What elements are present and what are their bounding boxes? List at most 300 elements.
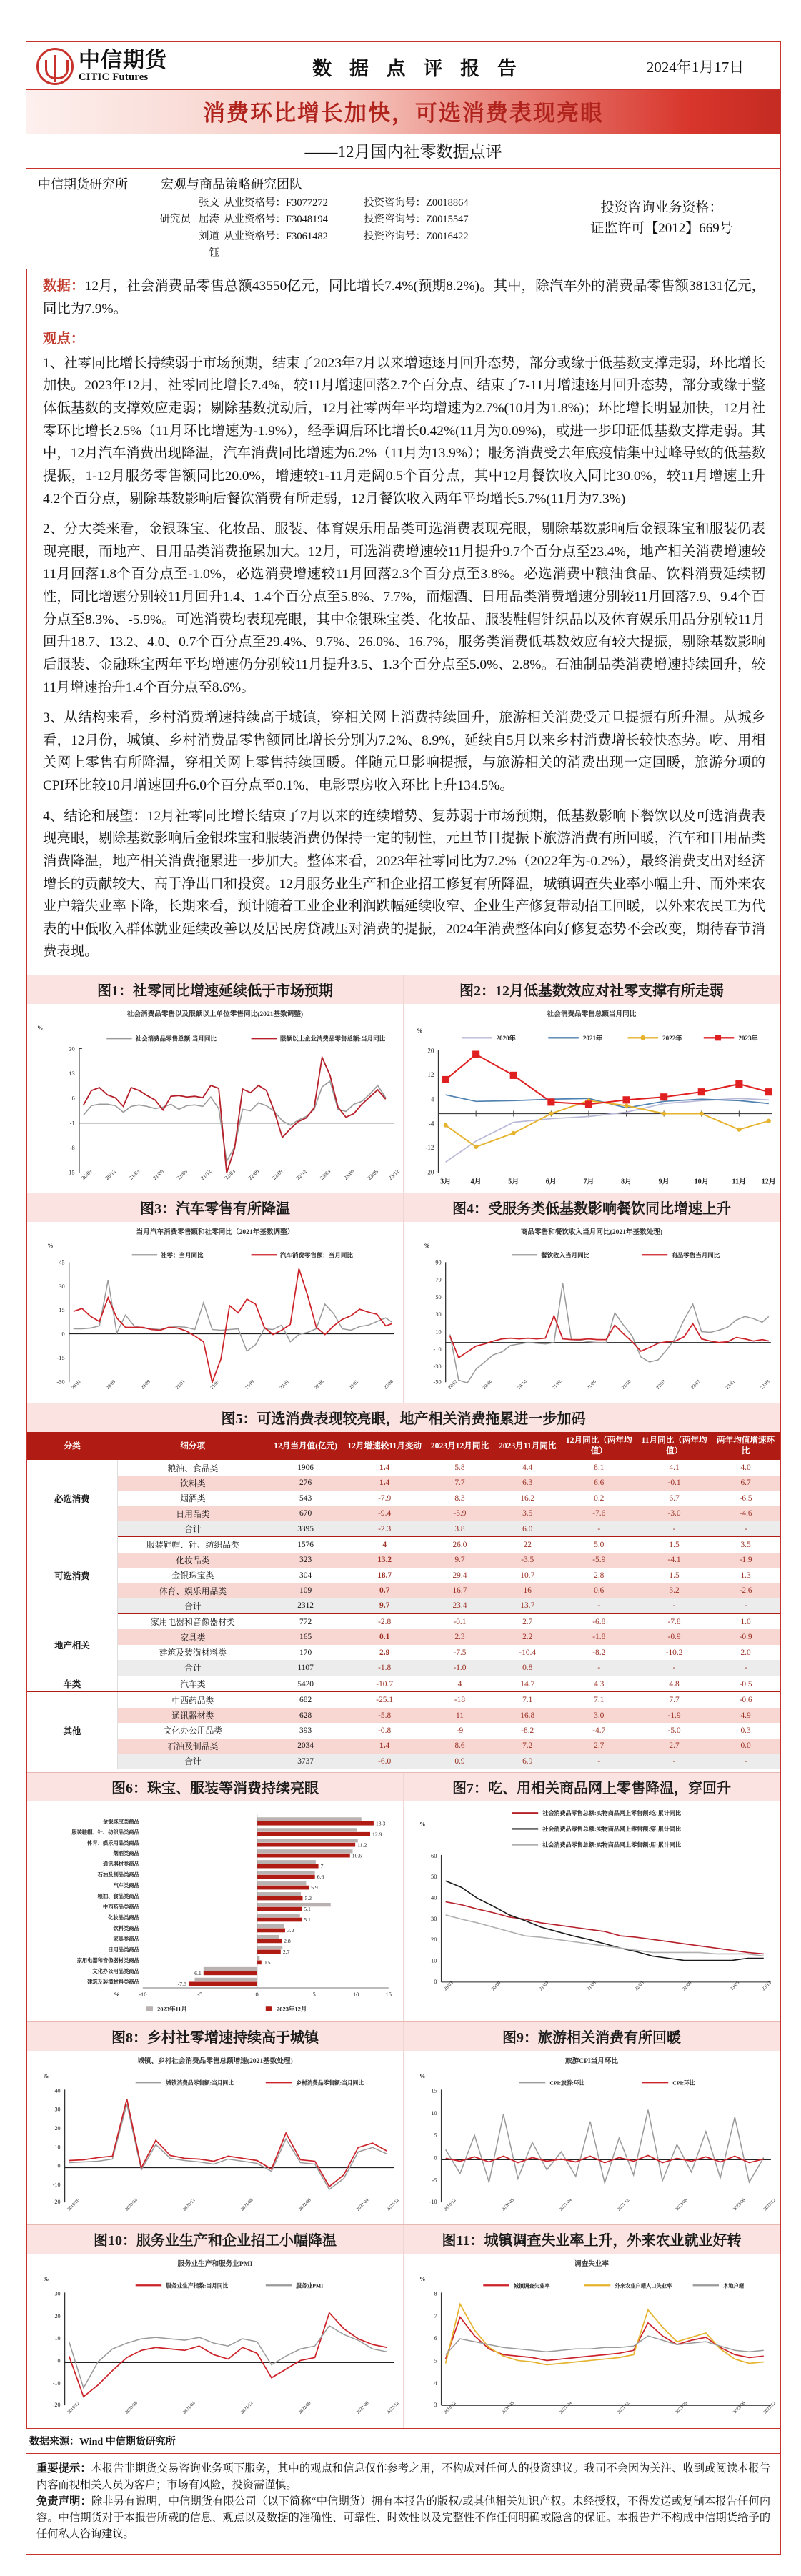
svg-text:-5: -5 <box>432 2177 437 2184</box>
svg-text:2019/12: 2019/12 <box>443 2197 457 2212</box>
figure-7-chart <box>404 1801 780 2018</box>
table-cell: 16.2 <box>520 1493 535 1503</box>
important-notice-text: 本报告非期货交易咨询业务项下服务，其中的观点和信息仅作参考之用，不构成对任何人的投资建议。我司不会因为关注、收到或阅读本报告内容而视相关人员为客户；市场有风险，投资需谨慎。 <box>36 2462 771 2491</box>
svg-text:6: 6 <box>434 2335 437 2342</box>
table-cell: 2.2 <box>494 1629 562 1644</box>
table-cell: -5.9 <box>426 1506 494 1521</box>
table-cell: 304 <box>299 1571 312 1580</box>
table-cell: 276 <box>268 1476 343 1491</box>
figure-1-svg <box>27 1020 403 1190</box>
table-cell: 3.5 <box>740 1540 751 1549</box>
table-cell: 4 <box>426 1676 494 1692</box>
bar-prev-month <box>257 1914 300 1917</box>
bar-value-label: 6.6 <box>317 1874 324 1881</box>
table-cell: 2.0 <box>740 1648 751 1657</box>
figure-3 <box>27 1193 403 1403</box>
table-category-cell: 可选消费 <box>27 1537 117 1614</box>
svg-text:30: 30 <box>431 1915 437 1923</box>
table-cell: 家用电器和音像器材类 <box>150 1617 235 1628</box>
figure-9-subtitle: 旅游CPI当月环比 <box>564 2057 619 2065</box>
svg-text:2022/09: 2022/09 <box>297 2400 312 2415</box>
bar-value-label: -7.8 <box>177 1981 186 1988</box>
svg-text:2020/08: 2020/08 <box>124 2400 139 2415</box>
table-cell: 18.7 <box>377 1571 392 1580</box>
svg-text:2022年: 2022年 <box>662 1034 682 1042</box>
table-row <box>27 1583 780 1598</box>
svg-text:-10: -10 <box>433 1346 442 1353</box>
table-cell: 0.9 <box>426 1754 494 1769</box>
svg-text:社零：当月同比: 社零：当月同比 <box>161 1251 204 1259</box>
bar-category-label: 家具类商品 <box>113 1936 139 1943</box>
figure-row-1 <box>27 975 780 1193</box>
svg-text:2021年: 2021年 <box>582 1034 603 1042</box>
svg-text:%: % <box>419 2072 426 2079</box>
table-cell: 1.4 <box>343 1476 426 1491</box>
svg-text:-50: -50 <box>433 1378 442 1386</box>
figure-10-chart <box>27 2269 403 2425</box>
table-row <box>27 1676 780 1692</box>
table-cell: 2034 <box>268 1739 343 1754</box>
author-row <box>38 195 554 212</box>
bar-current-month <box>257 1929 285 1933</box>
svg-text:限额以上企业消费品零售总额:当月同比: 限额以上企业消费品零售总额:当月同比 <box>280 1035 386 1043</box>
svg-text:本地户籍: 本地户籍 <box>723 2283 745 2289</box>
svg-text:餐饮收入当月同比: 餐饮收入当月同比 <box>541 1251 590 1259</box>
institute-name: 中信期货研究所 <box>38 177 128 192</box>
table-cell: 323 <box>268 1553 343 1568</box>
table-cell: 石油及制品类 <box>117 1739 268 1754</box>
svg-text:10: 10 <box>431 2109 437 2117</box>
svg-text:-4: -4 <box>428 1120 434 1128</box>
table-cell: 16 <box>494 1583 562 1598</box>
figure-2-subtitle: 社会消费品零售总额当月同比 <box>547 1010 637 1019</box>
table-cell: - <box>712 1660 780 1676</box>
bar-current-month <box>257 1875 315 1879</box>
table-cell: 4.0 <box>740 1463 751 1473</box>
svg-text:-8: -8 <box>69 1144 75 1152</box>
table-cell: 3.5 <box>494 1506 562 1521</box>
svg-text:10: 10 <box>54 2144 61 2151</box>
legal-disclaimer-label: 免责声明： <box>36 2495 91 2507</box>
svg-text:5: 5 <box>434 2357 437 2364</box>
bar-value-label: 2.8 <box>284 1938 291 1945</box>
bar-value-label: 11.2 <box>357 1841 367 1849</box>
table-cell: -3.0 <box>637 1506 712 1521</box>
svg-text:22/12: 22/12 <box>294 1168 308 1182</box>
svg-text:45: 45 <box>59 1259 65 1266</box>
bar-category-label: 金银珠宝类商品 <box>102 1819 139 1825</box>
figure-6-title: 图6：珠宝、服装等消费持续亮眼 <box>27 1773 403 1801</box>
table-cell: 4.3 <box>562 1676 637 1692</box>
table-row <box>27 1521 780 1537</box>
svg-text:CPI:环比: CPI:环比 <box>672 2079 695 2087</box>
table-cell: -1.8 <box>562 1629 637 1644</box>
svg-text:10: 10 <box>353 1991 359 1999</box>
bar-value-label: 5.2 <box>304 1895 312 1902</box>
table-cell: 9.7 <box>343 1598 426 1614</box>
svg-text:70: 70 <box>435 1276 442 1283</box>
bar-category-label: 饮料类商品 <box>113 1926 139 1932</box>
table-cell: 合计 <box>117 1598 268 1614</box>
bar-value-label: 7 <box>320 1863 324 1870</box>
figure-10 <box>27 2225 403 2427</box>
table-cell: 4.4 <box>522 1463 533 1473</box>
table-row <box>27 1598 780 1614</box>
table-cell: -4.7 <box>592 1726 606 1735</box>
table-cell: - <box>637 1598 712 1614</box>
figure-11-subtitle: 调查失业率 <box>574 2260 609 2269</box>
table-cell: -9 <box>456 1726 464 1735</box>
svg-text:21/02: 21/02 <box>551 1378 563 1391</box>
title-banner <box>26 90 780 134</box>
svg-text:20: 20 <box>431 1936 437 1944</box>
svg-text:22/06: 22/06 <box>314 1378 325 1391</box>
table-cell: -0.6 <box>739 1696 752 1705</box>
table-cell: -1.8 <box>343 1660 426 1676</box>
author-role <box>142 229 195 262</box>
table-cell: 粮油、食品类 <box>167 1463 219 1473</box>
figure-row-6 <box>27 2225 780 2427</box>
table-cell: 3.2 <box>637 1583 712 1598</box>
author-role: 研究员 <box>159 214 191 226</box>
table-cell: 14.7 <box>494 1676 562 1692</box>
table-cell: - <box>712 1754 780 1769</box>
table-cell: 26.0 <box>452 1540 467 1549</box>
svg-text:10: 10 <box>431 1956 437 1964</box>
svg-text:20: 20 <box>427 1047 434 1055</box>
table-row <box>27 1708 780 1723</box>
disclaimer-block <box>26 2453 781 2555</box>
table-cell: 汽车类 <box>117 1676 268 1692</box>
figure-9-svg <box>404 2067 780 2222</box>
table-cell: -0.1 <box>637 1476 712 1491</box>
table-cell: 2.7 <box>562 1739 637 1754</box>
table-row <box>27 1754 780 1769</box>
svg-text:外来农业户籍人口失业率: 外来农业户籍人口失业率 <box>615 2283 672 2289</box>
svg-text:2023/12: 2023/12 <box>386 2197 400 2212</box>
table-cell: -0.9 <box>637 1629 712 1644</box>
bar-prev-month <box>257 1903 331 1906</box>
report-date: 2024年1月17日 <box>646 59 745 76</box>
table-cell: 4.9 <box>712 1708 780 1723</box>
svg-text:服务业生产指数:当月同比: 服务业生产指数:当月同比 <box>166 2282 229 2289</box>
table-cell: 1.4 <box>343 1739 426 1754</box>
svg-text:社会消费品零售总额:实物商品网上零售额:穿:累计同比: 社会消费品零售总额:实物商品网上零售额:穿:累计同比 <box>542 1826 682 1833</box>
bar-current-month <box>257 1843 355 1847</box>
table-cell: - <box>637 1660 712 1676</box>
table-cell: 建筑及装潢材料类 <box>159 1648 227 1659</box>
table-cell: - <box>637 1754 712 1769</box>
table-cell: -7.6 <box>562 1506 637 1521</box>
table-row <box>27 1692 780 1708</box>
figure-row-2 <box>27 1193 780 1404</box>
bar-current-month <box>257 1961 262 1965</box>
table-cell: -25.1 <box>376 1696 394 1705</box>
figure-11-svg <box>404 2269 780 2425</box>
svg-text:30: 30 <box>54 2106 61 2113</box>
col-category: 分类 <box>27 1432 117 1460</box>
svg-text:6月: 6月 <box>545 1178 557 1186</box>
bar-prev-month <box>257 1946 283 1949</box>
table-cell: 9.7 <box>426 1553 494 1568</box>
table-row <box>27 1660 780 1676</box>
svg-text:汽车消费零售额：当月同比: 汽车消费零售额：当月同比 <box>280 1251 353 1259</box>
table-cell: 服装鞋帽、针、纺织品类 <box>146 1540 239 1551</box>
license-label: 投资咨询业务资格： <box>600 200 723 216</box>
author-row <box>38 229 554 262</box>
brand-logo <box>36 48 215 85</box>
table-cell: 1.3 <box>740 1571 751 1580</box>
figure-3-chart <box>27 1238 403 1401</box>
bar-prev-month <box>257 1924 284 1928</box>
table-cell: - <box>637 1521 712 1537</box>
paragraph-4: 4、结论和展望：12月社零同比增长结束了7月以来的连续增势、复苏弱于市场预期，低基数影响下餐饮以及可选消费表现亮眼，剔除基数影响后金银珠宝和服装消费仍保持一定的韧性，元旦节日提振下旅游消费有所回暖，汽车和日用品类消费降温，地产相关消费拖累进一步加大。整体来看，2023年社零同比为7.2%（2022年为-0.2%），最终消费支出对经济增长的贡献较大、高于净出口和投资。12月服务业生产和企业招工修复有所降温，城镇调查失业率小幅上升、而外来农业户籍失业率下降，长期来看，预计随着工业企业利润跌幅延续收窄、企业生产修复带动招工回暖，以外来农民工为代表的中低收入群体就业延续改善以及居民房贷减压对消费的提振，2024年消费整体向好修复态势不会改变，期待春节消费表现。 <box>43 808 765 960</box>
svg-text:30: 30 <box>54 2290 61 2297</box>
figure-7-svg <box>404 1801 780 2018</box>
table-cell: -10.7 <box>343 1676 426 1692</box>
svg-text:2021/04: 2021/04 <box>181 2400 196 2415</box>
bar-category-label: 粮油、食品类商品 <box>97 1894 139 1900</box>
table-cell: 11 <box>426 1708 494 1723</box>
table-cell: -6.0 <box>343 1754 426 1769</box>
bar-value-label: -6.1 <box>192 1970 202 1977</box>
svg-text:-20: -20 <box>52 2198 61 2205</box>
svg-text:23/01: 23/01 <box>348 1378 360 1391</box>
figure-3-title: 图3：汽车零售有所降温 <box>27 1193 403 1222</box>
svg-text:%: % <box>43 2276 49 2283</box>
figure-2-chart <box>404 1020 780 1190</box>
table-cell: 6.7 <box>712 1476 780 1491</box>
svg-text:%: % <box>419 1821 426 1828</box>
svg-text:4: 4 <box>430 1095 434 1103</box>
svg-text:2023/12: 2023/12 <box>762 2400 777 2415</box>
bar-current-month <box>189 1982 257 1986</box>
table-cell: -1.9 <box>637 1708 712 1723</box>
table-cell: 13.7 <box>494 1598 562 1614</box>
svg-text:90: 90 <box>435 1259 442 1266</box>
table-cell: 1107 <box>268 1660 343 1676</box>
svg-text:21/05: 21/05 <box>209 1378 221 1391</box>
svg-text:30: 30 <box>59 1283 65 1290</box>
svg-text:23/08: 23/08 <box>383 1378 394 1391</box>
svg-text:-15: -15 <box>56 1354 65 1361</box>
figure-8-chart <box>27 2067 403 2222</box>
table-cell: 中西药品类 <box>171 1695 214 1706</box>
svg-text:15: 15 <box>385 1991 392 1999</box>
view-label-paragraph <box>43 328 765 351</box>
svg-text:21/03: 21/03 <box>127 1168 141 1182</box>
table-cell: 165 <box>268 1629 343 1644</box>
svg-text:22/03: 22/03 <box>223 1168 237 1182</box>
author-qualification: 从业资格号：F3048194 <box>224 214 328 226</box>
table-cell: 通讯器材类 <box>117 1708 268 1723</box>
table-cell: 6.0 <box>494 1521 562 1537</box>
table-cell: 1906 <box>297 1463 314 1473</box>
svg-text:0: 0 <box>255 1991 259 1999</box>
table-cell: 1.5 <box>669 1571 680 1580</box>
table-cell: -5.0 <box>667 1726 681 1735</box>
svg-text:2021/04: 2021/04 <box>558 2400 573 2415</box>
table-cell: -4.6 <box>712 1506 780 1521</box>
figure-row-4 <box>27 1773 780 2021</box>
svg-text:2021/08: 2021/08 <box>239 2197 254 2212</box>
table-cell: - <box>562 1754 637 1769</box>
table-cell: 6.6 <box>562 1476 637 1491</box>
svg-text:2019/12: 2019/12 <box>443 2400 457 2415</box>
table-cell: -7.9 <box>378 1493 392 1503</box>
figure-11 <box>403 2225 780 2427</box>
bar-prev-month <box>257 1871 315 1874</box>
bar-value-label: 0.5 <box>263 1959 271 1966</box>
table-cell: 金银珠宝类 <box>171 1571 214 1581</box>
svg-text:-30: -30 <box>56 1378 65 1386</box>
svg-text:22/06: 22/06 <box>247 1168 261 1182</box>
table-cell: 7.1 <box>522 1696 533 1705</box>
table-row <box>27 1460 780 1475</box>
table-cell: 772 <box>299 1617 312 1626</box>
important-notice <box>36 2460 770 2493</box>
table-header-row <box>27 1432 780 1460</box>
table-cell: 6.9 <box>494 1754 562 1769</box>
col-nov-yoy: 2023月11月同比 <box>494 1432 562 1460</box>
figure-2-svg <box>404 1020 780 1190</box>
figure-9-title: 图9：旅游相关消费有所回暖 <box>404 2022 780 2051</box>
svg-text:22/09: 22/09 <box>681 1980 693 1992</box>
svg-text:20/10: 20/10 <box>517 1378 528 1391</box>
svg-text:%: % <box>37 1025 44 1032</box>
author-name: 刘道钰 <box>199 230 219 259</box>
author-advisory: 投资咨询号：Z0015547 <box>364 214 469 226</box>
svg-text:40: 40 <box>54 2087 61 2094</box>
svg-text:21/03: 21/03 <box>538 1980 550 1992</box>
figures-section <box>26 975 780 2429</box>
svg-text:50: 50 <box>435 1293 442 1301</box>
svg-text:11月: 11月 <box>732 1178 747 1186</box>
figure-6-svg <box>27 1801 403 2018</box>
data-source: 数据来源：Wind 中信期货研究所 <box>29 2436 176 2447</box>
svg-text:2021/12: 2021/12 <box>239 2400 254 2415</box>
table-cell: 合计 <box>117 1521 268 1537</box>
report-subtitle: ——12月国内社零数据点评 <box>26 134 780 169</box>
bar-prev-month <box>195 1978 257 1981</box>
table-row <box>27 1506 780 1521</box>
svg-text:20: 20 <box>69 1045 75 1053</box>
author-role <box>142 195 195 212</box>
bar-category-label: 日用品类商品 <box>108 1947 139 1954</box>
figure-1-title: 图1：社零同比增速延续低于市场预期 <box>27 975 403 1004</box>
table-cell: 5.0 <box>594 1540 605 1549</box>
table-cell: -3.5 <box>494 1553 562 1568</box>
table-cell: 6.3 <box>494 1476 562 1491</box>
table-category-cell: 必选消费 <box>27 1460 117 1536</box>
bar-prev-month <box>257 1839 358 1843</box>
bar-current-month <box>257 1886 309 1890</box>
bar-prev-month <box>257 1860 316 1864</box>
figure-9 <box>403 2022 780 2224</box>
table-cell: 3737 <box>268 1754 343 1769</box>
page-title: 消费环比增长加快，可选消费表现亮眼 <box>203 101 604 126</box>
svg-text:21/09: 21/09 <box>244 1378 256 1391</box>
figure-4-title: 图4：受服务类低基数影响餐饮同比增速上升 <box>404 1193 780 1222</box>
svg-text:CPI:旅游:环比: CPI:旅游:环比 <box>549 2079 585 2087</box>
table-cell: 3.0 <box>562 1708 637 1723</box>
bar-prev-month <box>204 1967 257 1971</box>
svg-text:21/09: 21/09 <box>586 1980 597 1992</box>
table-cell: 3.8 <box>426 1521 494 1537</box>
table-row <box>27 1491 780 1506</box>
svg-text:5: 5 <box>312 1991 316 1999</box>
svg-text:2020/12: 2020/12 <box>181 2197 196 2212</box>
table-cell: -2.3 <box>343 1521 426 1537</box>
svg-text:2023/12: 2023/12 <box>762 2197 777 2212</box>
table-cell: - <box>712 1521 780 1537</box>
table-cell: 6.7 <box>669 1493 680 1503</box>
paragraph-3: 3、从结构来看，乡村消费增速持续高于城镇，穿相关网上消费持续回升，旅游相关消费受元旦提振有所升温。从城乡看，12月份，城镇、乡村消费品零售额同比增长分别为7.2%、8.9%，延续自5月以来乡村消费增长较快态势。吃、用相关网上零售有所降温，穿相关网上零售持续回暖。伴随元旦影响提振，与旅游相关的消费出现一定回暖，旅游分项的CPI环比较10月增速回升6.0个百分点至0.1%，电影票房收入环比上升134.5%。 <box>43 710 765 794</box>
svg-text:-1: -1 <box>69 1119 75 1127</box>
figure-row-5 <box>27 2022 780 2225</box>
figure-10-title: 图10：服务业生产和企业招工小幅降温 <box>27 2225 403 2254</box>
table-category-cell: 地产相关 <box>27 1614 117 1676</box>
bar-value-label: 2.7 <box>282 1949 290 1956</box>
bar-prev-month <box>257 1956 260 1960</box>
svg-text:城镇调查失业率: 城镇调查失业率 <box>513 2283 550 2289</box>
figure-1-chart <box>27 1020 403 1190</box>
bar-prev-month <box>257 1818 362 1821</box>
table-body <box>27 1460 780 1769</box>
table-cell: -8.2 <box>592 1648 606 1657</box>
svg-text:22/01: 22/01 <box>279 1378 291 1391</box>
svg-text:%: % <box>114 1991 120 1999</box>
svg-text:20/01: 20/01 <box>71 1378 82 1391</box>
svg-text:30: 30 <box>435 1311 442 1318</box>
svg-text:8: 8 <box>434 2290 437 2297</box>
svg-text:-30: -30 <box>433 1363 442 1370</box>
table-cell: 0.7 <box>343 1583 426 1598</box>
table-cell: 2.7 <box>522 1617 533 1626</box>
table-cell: 0.0 <box>712 1739 780 1754</box>
table-cell: 7.2 <box>494 1739 562 1754</box>
figure-8-subtitle: 城镇、乡村社会消费品零售总额增速(2021基数处理) <box>137 2057 293 2065</box>
table-cell: 7.1 <box>594 1696 605 1705</box>
svg-text:社会消费品零售总额:当月同比: 社会消费品零售总额:当月同比 <box>135 1035 217 1043</box>
svg-text:7: 7 <box>434 2313 437 2320</box>
svg-text:4: 4 <box>434 2380 437 2387</box>
svg-text:0: 0 <box>434 1978 437 1986</box>
svg-text:23/06: 23/06 <box>342 1168 356 1182</box>
bar-current-month <box>257 1832 370 1836</box>
svg-text:22/03: 22/03 <box>655 1378 667 1391</box>
table-cell: 109 <box>268 1583 343 1598</box>
data-label: 数据： <box>43 278 85 294</box>
figure-row-3 <box>27 1403 780 1773</box>
svg-text:22/09: 22/09 <box>271 1168 284 1182</box>
table-cell: 家具类 <box>117 1629 268 1644</box>
svg-text:2023/04: 2023/04 <box>355 2197 370 2212</box>
table-cell: -6.8 <box>592 1617 606 1626</box>
table-cell: 3395 <box>268 1521 343 1537</box>
table-cell: - <box>712 1598 780 1614</box>
legal-disclaimer <box>36 2493 770 2542</box>
svg-text:20/06: 20/06 <box>482 1378 494 1391</box>
svg-text:60: 60 <box>431 1852 437 1860</box>
table-cell: 0.1 <box>343 1629 426 1644</box>
figure-4 <box>403 1193 780 1403</box>
svg-text:2019/10: 2019/10 <box>66 2197 81 2212</box>
table-cell: -2.6 <box>712 1583 780 1598</box>
table-cell: 合计 <box>117 1754 268 1769</box>
svg-text:6: 6 <box>71 1094 75 1102</box>
svg-text:21/01: 21/01 <box>174 1378 186 1391</box>
